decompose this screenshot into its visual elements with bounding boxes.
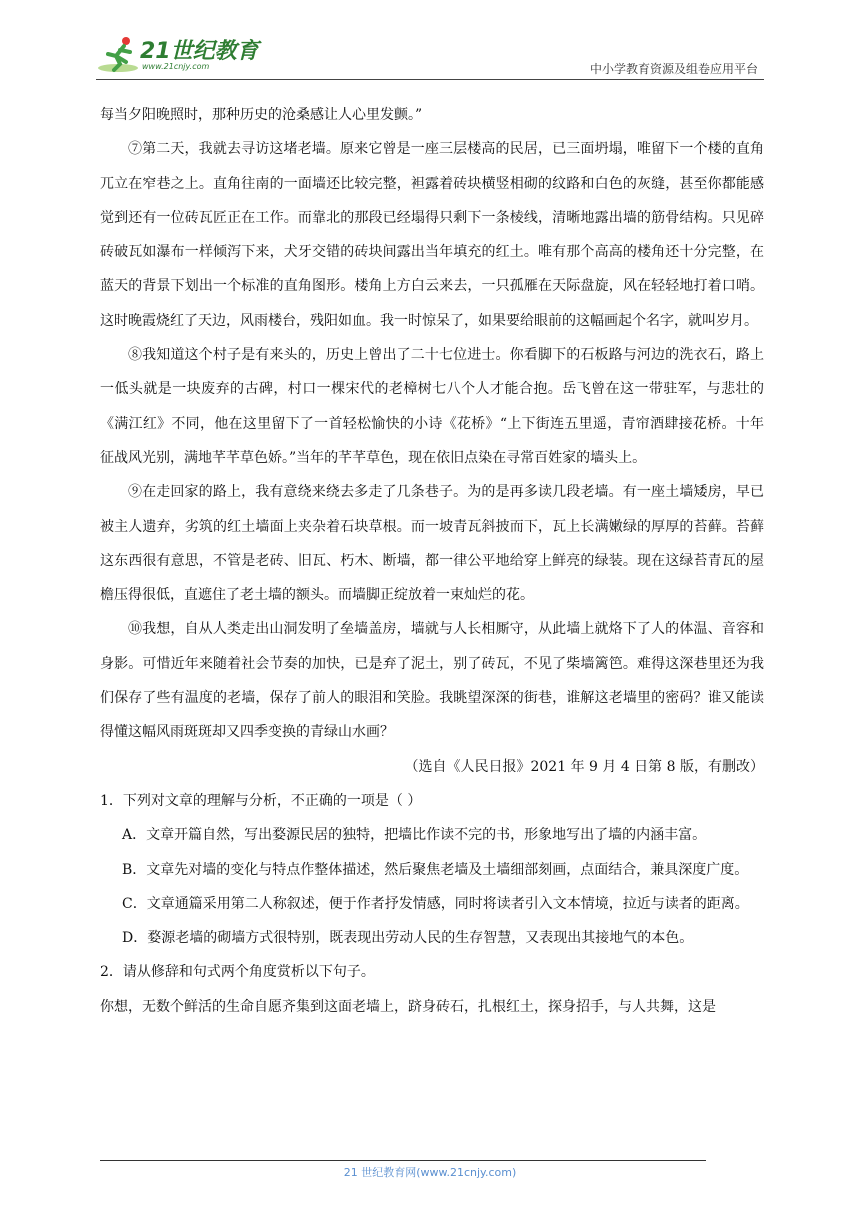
question-1-option-b: B．文章先对墙的变化与特点作整体描述，然后聚焦老墙及土墙细部刻画，点面结合，兼具深度广度。: [122, 861, 749, 878]
paragraph-9: ⑨在走回家的路上，我有意绕来绕去多走了几条巷子。为的是再多读几段老墙。有一座土墙矮房，早已被主人遗弃，劣筑的红土墙面上夹杂着石块草根。而一坡青瓦斜披而下，瓦上长满嫩绿的厚厚的苔藓。苔藓这东西很有意思，不管是老砖、旧瓦、朽木、断墙，都一律公平地给穿上鲜亮的绿装。现在这绿苔青瓦的屋檐压得很低，直遮住了老土墙的额头。而墙脚正绽放着一束灿烂的花。: [100, 484, 764, 604]
question-2-quote: 你想，无数个鲜活的生命自愿齐集到这面老墙上，跻身砖石，扎根红土，探身招手，与人共舞，这是: [100, 998, 716, 1015]
article-source: （选自《人民日报》2021 年 9 月 4 日第 8 版，有删改）: [404, 758, 764, 775]
paragraph-8: ⑧我知道这个村子是有来头的，历史上曾出了二十七位进士。你看脚下的石板路与河边的洗衣石，路上一低头就是一块废弃的古碑，村口一棵宋代的老樟树七八个人才能合抱。岳飞曾在这一带驻军，与悲壮的《满江红》不同，他在这里留下了一首轻松愉快的小诗《花桥》“上下街连五里遥，青帘酒肆接花桥。十年征战风光别，满地芊芊草色娇。”当年的芊芊草色，现在依旧点染在寻常百姓家的墙头上。: [100, 347, 764, 466]
question-1-option-c: C．文章通篇采用第二人称叙述，便于作者抒发情感，同时将读者引入文本情境，拉近与读者的距离。: [122, 895, 749, 912]
article-body: [100, 98, 764, 1024]
platform-name: 中小学教育资源及组卷应用平台: [589, 62, 758, 76]
header-divider: [96, 79, 764, 80]
site-logo[interactable]: [96, 34, 266, 78]
question-1-option-d: D．婺源老墙的砌墙方式很特别，既表现出劳动人民的生存智慧，又表现出其接地气的本色。: [122, 930, 694, 947]
logo-url: www.21cnjy.com: [142, 62, 210, 71]
footer-divider: [100, 1160, 706, 1161]
question-1-stem: 1．下列对文章的理解与分析，不正确的一项是（ ）: [100, 792, 422, 809]
question-2-stem: 2．请从修辞和句式两个角度赏析以下句子。: [100, 964, 375, 981]
page-footer[interactable]: 21 世纪教育网(www.21cnjy.com): [343, 1166, 517, 1179]
logo-text: 21世纪教育: [140, 39, 259, 64]
paragraph-10: ⑩我想，自从人类走出山洞发明了垒墙盖房，墙就与人长相厮守，从此墙上就烙下了人的体温、音容和身影。可惜近年来随着社会节奏的加快，已是弃了泥土，别了砖瓦，不见了柴墙篱笆。难得这深巷里还为我们保存了些有温度的老墙，保存了前人的眼泪和笑脸。我眺望深深的街巷，谁解这老墙里的密码？谁又能读得懂这幅风雨斑斑却又四季变换的青绿山水画？: [100, 621, 764, 741]
page-header: [96, 30, 764, 80]
paragraph-continued: 每当夕阳晚照时，那种历史的沧桑感让人心里发颤。”: [100, 107, 423, 123]
running-man-icon: [96, 34, 144, 74]
question-1-option-a: A．文章开篇自然，写出婺源民居的独特，把墙比作读不完的书，形象地写出了墙的内涵丰富。: [122, 827, 707, 844]
paragraph-7: ⑦第二天，我就去寻访这堵老墙。原来它曾是一座三层楼高的民居，已三面坍塌，唯留下一个楼的直角兀立在窄巷之上。直角往南的一面墙还比较完整，袒露着砖块横竖相砌的纹路和白色的灰缝，甚至你都能感觉到还有一位砖瓦匠正在工作。而靠北的那段已经塌得只剩下一条棱线，清晰地露出墙的筋骨结构。只见碎砖破瓦如瀑布一样倾泻下来，犬牙交错的砖块间露出当年填充的红土。唯有那个高高的楼角还十分完整，在蓝天的背景下划出一个标准的直角图形。楼角上方白云来去，一只孤雁在天际盘旋，风在轻轻地打着口哨。这时晚霞烧红了天边，风雨楼台，残阳如血。我一时惊呆了，如果要给眼前的这幅画起个名字，就叫岁月。: [100, 141, 764, 329]
